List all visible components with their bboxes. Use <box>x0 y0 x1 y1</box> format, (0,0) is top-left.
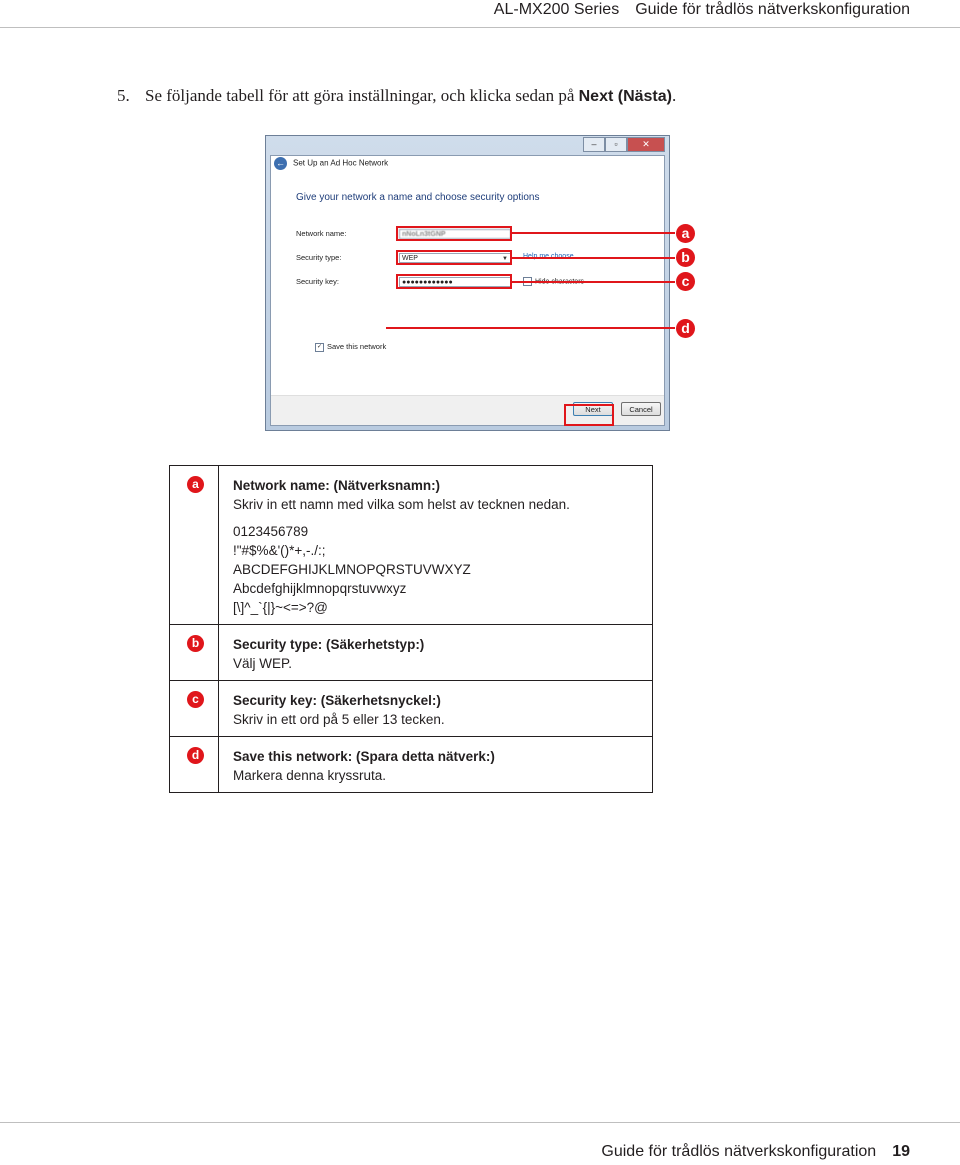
row-content <box>219 681 653 737</box>
close-icon: ✕ <box>627 137 665 152</box>
highlight-security-type <box>396 250 512 265</box>
row-key-cell <box>170 625 219 681</box>
security-type-value: WEP <box>402 255 418 262</box>
step-text: Se följande tabell för att göra inställningar, och klicka sedan på <box>145 86 579 105</box>
step-bold-text: Next (Nästa) <box>578 88 672 105</box>
callout-marker-d: d <box>676 319 695 338</box>
save-network-checkbox: ✓ <box>316 343 323 350</box>
header-text <box>494 1 910 19</box>
row-title: Security key: (Säkerhetsnyckel:) <box>233 693 441 708</box>
save-network-option <box>315 342 386 352</box>
highlight-network-name <box>396 226 512 241</box>
dialog-title <box>274 157 388 170</box>
page-footer <box>601 1143 910 1161</box>
row-content <box>219 737 653 793</box>
highlight-security-key <box>396 274 512 289</box>
chevron-down-icon: ▼ <box>502 256 508 262</box>
row-title: Save this network: (Spara detta nätverk:) <box>233 749 495 764</box>
allowed-chars-lowercase: Abcdefghijklmnopqrstuvwxyz <box>233 581 407 596</box>
dialog-heading: Give your network a name and choose security options <box>296 192 540 203</box>
back-arrow-icon: ← <box>276 158 285 168</box>
row-marker-d: d <box>187 747 204 764</box>
allowed-chars-special: [\]^_`{|}~<=>?@ <box>233 600 328 615</box>
row-description: Markera denna kryssruta. <box>233 768 387 783</box>
row-description: Välj WEP. <box>233 656 293 671</box>
network-name-label: Network name: <box>296 229 347 238</box>
security-type-label: Security type: <box>296 253 342 262</box>
callout-line-a <box>512 232 675 234</box>
footer-divider <box>0 1122 960 1123</box>
network-name-field: nNoLn3tGNP <box>399 229 511 239</box>
row-key-cell <box>170 737 219 793</box>
header-guide-title: Guide för trådlös nätverkskonfiguration <box>635 1 910 18</box>
callout-line-c <box>512 281 675 283</box>
save-network-label: Save this network <box>327 342 387 351</box>
row-content <box>219 466 653 625</box>
callout-line-d <box>386 327 675 329</box>
window-controls <box>583 137 665 152</box>
row-title: Network name: (Nätverksnamn:) <box>233 478 441 493</box>
row-key-cell <box>170 466 219 625</box>
row-marker-c: c <box>187 691 204 708</box>
allowed-chars-symbols: !"#$%&'()*+,-./:; <box>233 543 326 558</box>
dialog-title-text: Set Up an Ad Hoc Network <box>293 158 389 168</box>
security-key-field: ●●●●●●●●●●●● <box>399 277 511 287</box>
header-divider <box>0 27 960 28</box>
allowed-chars-digits: 0123456789 <box>233 524 309 539</box>
row-title: Security type: (Säkerhetstyp:) <box>233 637 425 652</box>
callout-line-b <box>512 257 675 259</box>
step-number: 5. <box>117 86 130 105</box>
callout-marker-c: c <box>676 272 695 291</box>
callout-marker-b: b <box>676 248 695 267</box>
product-name: AL-MX200 Series <box>493 1 620 18</box>
row-description: Skriv in ett ord på 5 eller 13 tecken. <box>233 712 445 727</box>
row-content <box>219 625 653 681</box>
table-row <box>170 737 653 793</box>
page-header <box>0 0 960 28</box>
row-key-cell <box>170 681 219 737</box>
table-row <box>170 466 653 625</box>
page-number: 19 <box>892 1143 910 1160</box>
next-button: Next <box>573 402 613 416</box>
row-marker-a: a <box>187 476 204 493</box>
row-marker-b: b <box>187 635 204 652</box>
table-row <box>170 625 653 681</box>
dialog-body <box>270 155 665 426</box>
footer-guide-title: Guide för trådlös nätverkskonfiguration <box>601 1143 877 1160</box>
highlight-next-button <box>564 404 614 426</box>
step-instruction <box>117 86 676 106</box>
callout-marker-a: a <box>676 224 695 243</box>
maximize-icon: ▫ <box>605 137 627 152</box>
step-end: . <box>671 86 677 105</box>
minimize-icon: – <box>583 137 605 152</box>
settings-table <box>169 465 653 793</box>
row-description: Skriv in ett namn med vilka som helst av tecknen nedan. <box>233 497 570 512</box>
allowed-chars-uppercase: ABCDEFGHIJKLMNOPQRSTUVWXYZ <box>233 562 471 577</box>
cancel-button: Cancel <box>621 402 661 416</box>
security-key-label: Security key: <box>296 277 339 286</box>
table-row <box>170 681 653 737</box>
